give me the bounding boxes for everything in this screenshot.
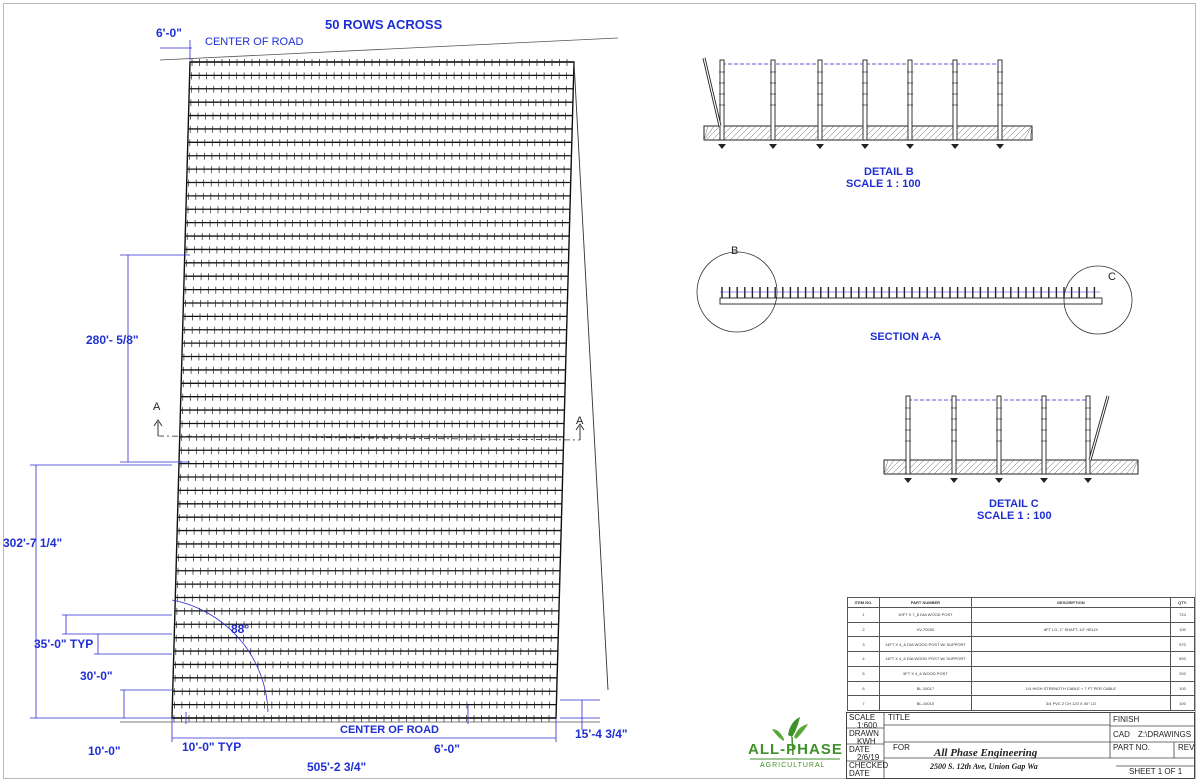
anchor xyxy=(996,144,1004,149)
anchor xyxy=(995,478,1003,483)
bom-cell: 1/4 HIGH STRENGTH CABLE + 7 FT PER CABLE xyxy=(971,681,1170,696)
anchor xyxy=(769,144,777,149)
section-a-title: SECTION A-A xyxy=(870,331,942,343)
section-ground xyxy=(720,298,1102,304)
company-name: All Phase Engineering xyxy=(934,747,1038,759)
end-brace-inner xyxy=(1090,396,1108,460)
bom-cell: 5 xyxy=(848,666,880,681)
dim-15: 15'-4 3/4" xyxy=(575,727,628,741)
bom-cell: 100 xyxy=(1171,696,1195,711)
anchor xyxy=(816,144,824,149)
anchor xyxy=(951,144,959,149)
bom-cell: 6 xyxy=(848,681,880,696)
bom-cell: 100 xyxy=(1171,681,1195,696)
bom-cell: 1 xyxy=(848,608,880,623)
dim-6-bottom: 6'-0" xyxy=(434,742,460,756)
bom-cell: 11FT X 4_6 DIA WOOD POST W/ SUPPORT xyxy=(879,652,971,667)
cad-value: Z:\DRAWINGS xyxy=(1138,730,1192,739)
part-label: PART NO. xyxy=(1113,743,1150,752)
angle-label: 88° xyxy=(231,622,250,636)
detail-b-drawing xyxy=(704,58,1032,149)
section-arrow-left xyxy=(154,420,162,436)
callout-circle-c xyxy=(1064,266,1132,334)
table-row xyxy=(848,666,1195,681)
drawn-value: KWH xyxy=(857,737,876,746)
company-address: 2500 S. 12th Ave, Union Gap Wa xyxy=(930,762,1038,771)
bom-header-item: ITEM NO. xyxy=(848,598,880,608)
anchor xyxy=(950,478,958,483)
section-mark-left: A xyxy=(153,401,161,413)
boundary-line xyxy=(574,62,608,690)
dim-10-typ: 10'-0" TYP xyxy=(182,740,242,754)
detail-c-title: DETAIL C xyxy=(989,498,1039,510)
for-label: FOR xyxy=(893,743,910,752)
rev-label: REV xyxy=(1178,743,1195,752)
anchor xyxy=(718,144,726,149)
bom-cell: 4 xyxy=(848,652,880,667)
title-label: TITLE xyxy=(888,713,910,722)
date2-label: DATE xyxy=(849,769,870,778)
sheet-number: SHEET 1 OF 1 xyxy=(1129,767,1183,776)
bom-cell: 970 xyxy=(1171,637,1195,652)
anchor xyxy=(904,478,912,483)
table-row xyxy=(848,608,1195,623)
table-row xyxy=(848,652,1195,667)
section-mark-right: A xyxy=(576,415,584,427)
bom-cell: 3 xyxy=(848,637,880,652)
bom-header-part: PART NUMBER xyxy=(879,598,971,608)
bom-header-row xyxy=(848,598,1195,608)
bom-cell: 7 xyxy=(848,696,880,711)
anchor xyxy=(1040,478,1048,483)
bom-cell: BL-10010 xyxy=(879,696,971,711)
dim-10: 10'-0" xyxy=(88,744,121,758)
scale-label: SCALE xyxy=(849,713,876,722)
drawn-label: DRAWN xyxy=(849,729,879,738)
top-road-label: CENTER OF ROAD xyxy=(205,36,304,48)
callout-b-label: B xyxy=(731,245,739,257)
anchor xyxy=(1084,478,1092,483)
bom-header-desc: DESCRIPTION xyxy=(971,598,1170,608)
bom-cell: 3/4 PVC 2 CH 120 X 40" LG xyxy=(971,696,1170,711)
checked-label: CHECKED xyxy=(849,761,889,770)
bom-header-qty: QTY. xyxy=(1171,598,1195,608)
cad-label: CAD xyxy=(1113,730,1130,739)
logo-text: ALL-PHASE xyxy=(748,741,843,758)
bom-cell: 10FT X 7_8 DIA WOOD POST xyxy=(879,608,971,623)
bom-cell: 200 xyxy=(1171,666,1195,681)
anchor xyxy=(906,144,914,149)
scale-value: 1:600 xyxy=(857,721,878,730)
bom-cell xyxy=(971,608,1170,623)
bom-cell: 2 xyxy=(848,622,880,637)
bom-cell: 8FT LG, 1" SHAFT, 10" HELIX xyxy=(971,622,1170,637)
rows-label: 50 ROWS ACROSS xyxy=(325,17,443,32)
detail-views xyxy=(690,45,1150,505)
bom-cell: 14FT X 4_6 DIA WOOD POST W/ SUPPORT xyxy=(879,637,971,652)
callout-c-label: C xyxy=(1108,271,1116,283)
dimension-lines xyxy=(30,40,600,742)
top-offset-dim: 6'-0" xyxy=(156,26,182,40)
bom-cell: VV-70000 xyxy=(879,622,971,637)
logo-subtext: AGRICULTURAL xyxy=(760,762,826,769)
date-value: 2/6/19 xyxy=(857,753,880,762)
finish-label: FINISH xyxy=(1113,715,1140,724)
anchor xyxy=(861,144,869,149)
table-row xyxy=(848,622,1195,637)
bom-cell xyxy=(971,637,1170,652)
detail-c-drawing xyxy=(884,396,1138,483)
dim-35-typ: 35'-0" TYP xyxy=(34,637,94,651)
bill-of-materials xyxy=(847,597,1195,711)
table-row xyxy=(848,681,1195,696)
dim-30: 30'-0" xyxy=(80,669,113,683)
detail-b-scale: SCALE 1 : 100 xyxy=(846,178,921,190)
ground-hatch xyxy=(704,126,1032,140)
bom-cell: 593 xyxy=(1171,652,1195,667)
bom-cell: 100 xyxy=(1171,622,1195,637)
bom-cell: 9FT X 4_6 WOOD POST xyxy=(879,666,971,681)
section-posts xyxy=(722,287,1094,298)
detail-b-title: DETAIL B xyxy=(864,166,914,178)
bom-cell xyxy=(971,652,1170,667)
dim-505: 505'-2 3/4" xyxy=(307,760,367,774)
table-row xyxy=(848,637,1195,652)
date-label: DATE xyxy=(849,745,870,754)
dim-302: 302'-7 1/4" xyxy=(3,536,63,550)
field-outline xyxy=(172,62,574,718)
bom-cell: BL-10017 xyxy=(879,681,971,696)
detail-c-scale: SCALE 1 : 100 xyxy=(977,510,1052,522)
table-row xyxy=(848,696,1195,711)
bom-cell xyxy=(971,666,1170,681)
company-logo xyxy=(746,715,844,777)
ground-hatch xyxy=(884,460,1138,474)
dim-280: 280'- 5/8" xyxy=(86,333,139,347)
end-brace-inner xyxy=(704,58,720,126)
bottom-road-label: CENTER OF ROAD xyxy=(340,724,439,736)
bom-cell: 724 xyxy=(1171,608,1195,623)
